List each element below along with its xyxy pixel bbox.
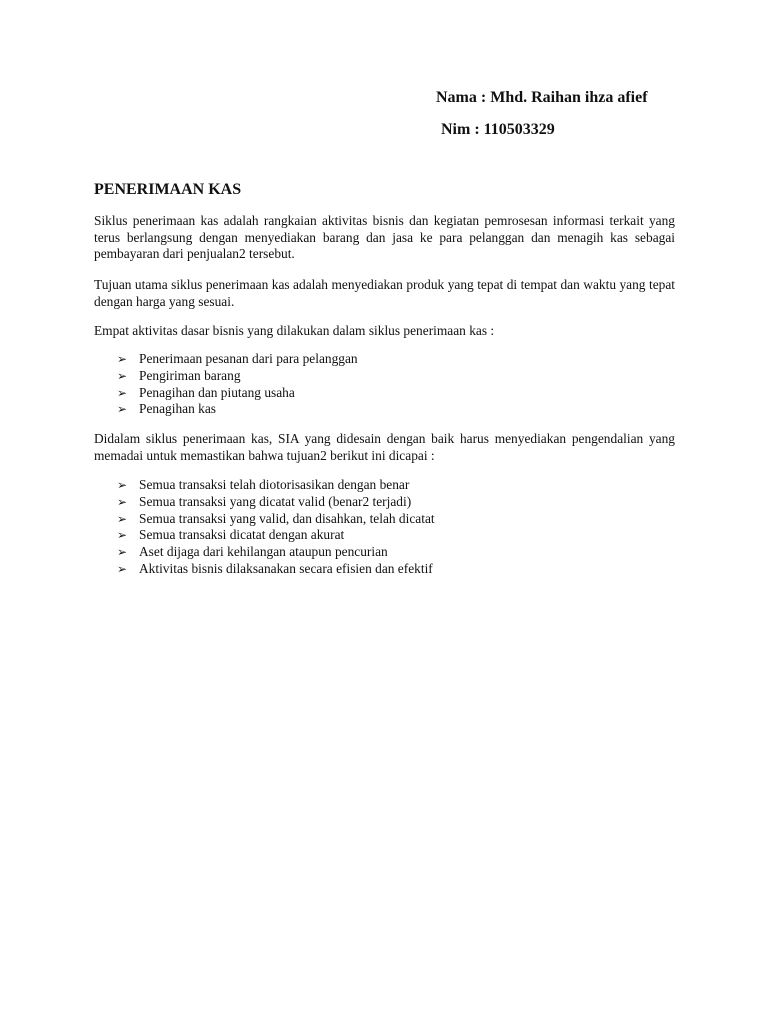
list-item	[117, 477, 435, 494]
list-item-text: Penerimaan pesanan dari para pelanggan	[139, 351, 358, 366]
list-item-text: Penagihan dan piutang usaha	[139, 384, 295, 400]
list-item	[117, 368, 358, 385]
arrow-bullet-icon: ➢	[117, 385, 128, 400]
list-item	[117, 511, 435, 528]
paragraph-text: Tujuan utama siklus penerimaan kas adalah menyediakan produk yang tepat di tempat dan waktu yang tepat dengan harga yang sesuai.	[94, 277, 675, 309]
list-item-text: Pengiriman barang	[139, 367, 241, 383]
paragraph-text: Empat aktivitas dasar bisnis yang dilakukan dalam siklus penerimaan kas :	[94, 323, 495, 338]
list-item-text: Semua transaksi yang dicatat valid (benar2 terjadi)	[139, 493, 412, 509]
list-item-text: Semua transaksi yang valid, dan disahkan, telah dicatat	[139, 510, 435, 526]
arrow-bullet-icon: ➢	[117, 511, 128, 526]
student-nim: Nim : 110503329	[441, 121, 555, 138]
paragraph-purpose	[94, 277, 675, 310]
list-item-text: Aktivitas bisnis dilaksanakan secara efisien dan efektif	[139, 560, 433, 576]
list-item-text: Semua transaksi telah diotorisasikan dengan benar	[139, 477, 410, 492]
paragraph-objectives-intro	[94, 431, 675, 464]
list-item	[117, 494, 435, 511]
list-item	[117, 351, 358, 368]
list-item	[117, 527, 435, 544]
paragraph-definition	[94, 213, 675, 263]
activities-list	[117, 351, 358, 418]
list-item-text: Semua transaksi dicatat dengan akurat	[139, 527, 345, 543]
arrow-bullet-icon: ➢	[117, 352, 128, 366]
student-name: Nama : Mhd. Raihan ihza afief	[436, 89, 648, 106]
list-item-text: Penagihan kas	[139, 401, 216, 417]
list-item	[117, 544, 435, 561]
arrow-bullet-icon: ➢	[117, 561, 128, 576]
paragraph-text: Didalam siklus penerimaan kas, SIA yang didesain dengan baik harus menyediakan pengendalian yang memadai untuk memastikan bahwa tujuan2 berikut ini dicapai :	[94, 431, 675, 463]
arrow-bullet-icon: ➢	[117, 494, 128, 509]
arrow-bullet-icon: ➢	[117, 368, 128, 383]
paragraph-activities-intro	[94, 323, 675, 340]
list-item	[117, 561, 435, 578]
arrow-bullet-icon: ➢	[117, 402, 128, 417]
paragraph-text: Siklus penerimaan kas adalah rangkaian aktivitas bisnis dan kegiatan pemrosesan informasi terkait yang terus berlangsung dengan menyediakan barang dan jasa ke para pelanggan dan menagih kas sebagai pembayaran dari penjualan2 tersebut.	[94, 213, 675, 261]
arrow-bullet-icon: ➢	[117, 545, 128, 560]
list-item	[117, 385, 358, 402]
arrow-bullet-icon: ➢	[117, 528, 128, 543]
document-title: PENERIMAAN KAS	[94, 181, 242, 198]
list-item-text: Aset dijaga dari kehilangan ataupun pencurian	[139, 544, 388, 560]
arrow-bullet-icon: ➢	[117, 478, 128, 492]
objectives-list	[117, 477, 435, 578]
list-item	[117, 401, 358, 418]
